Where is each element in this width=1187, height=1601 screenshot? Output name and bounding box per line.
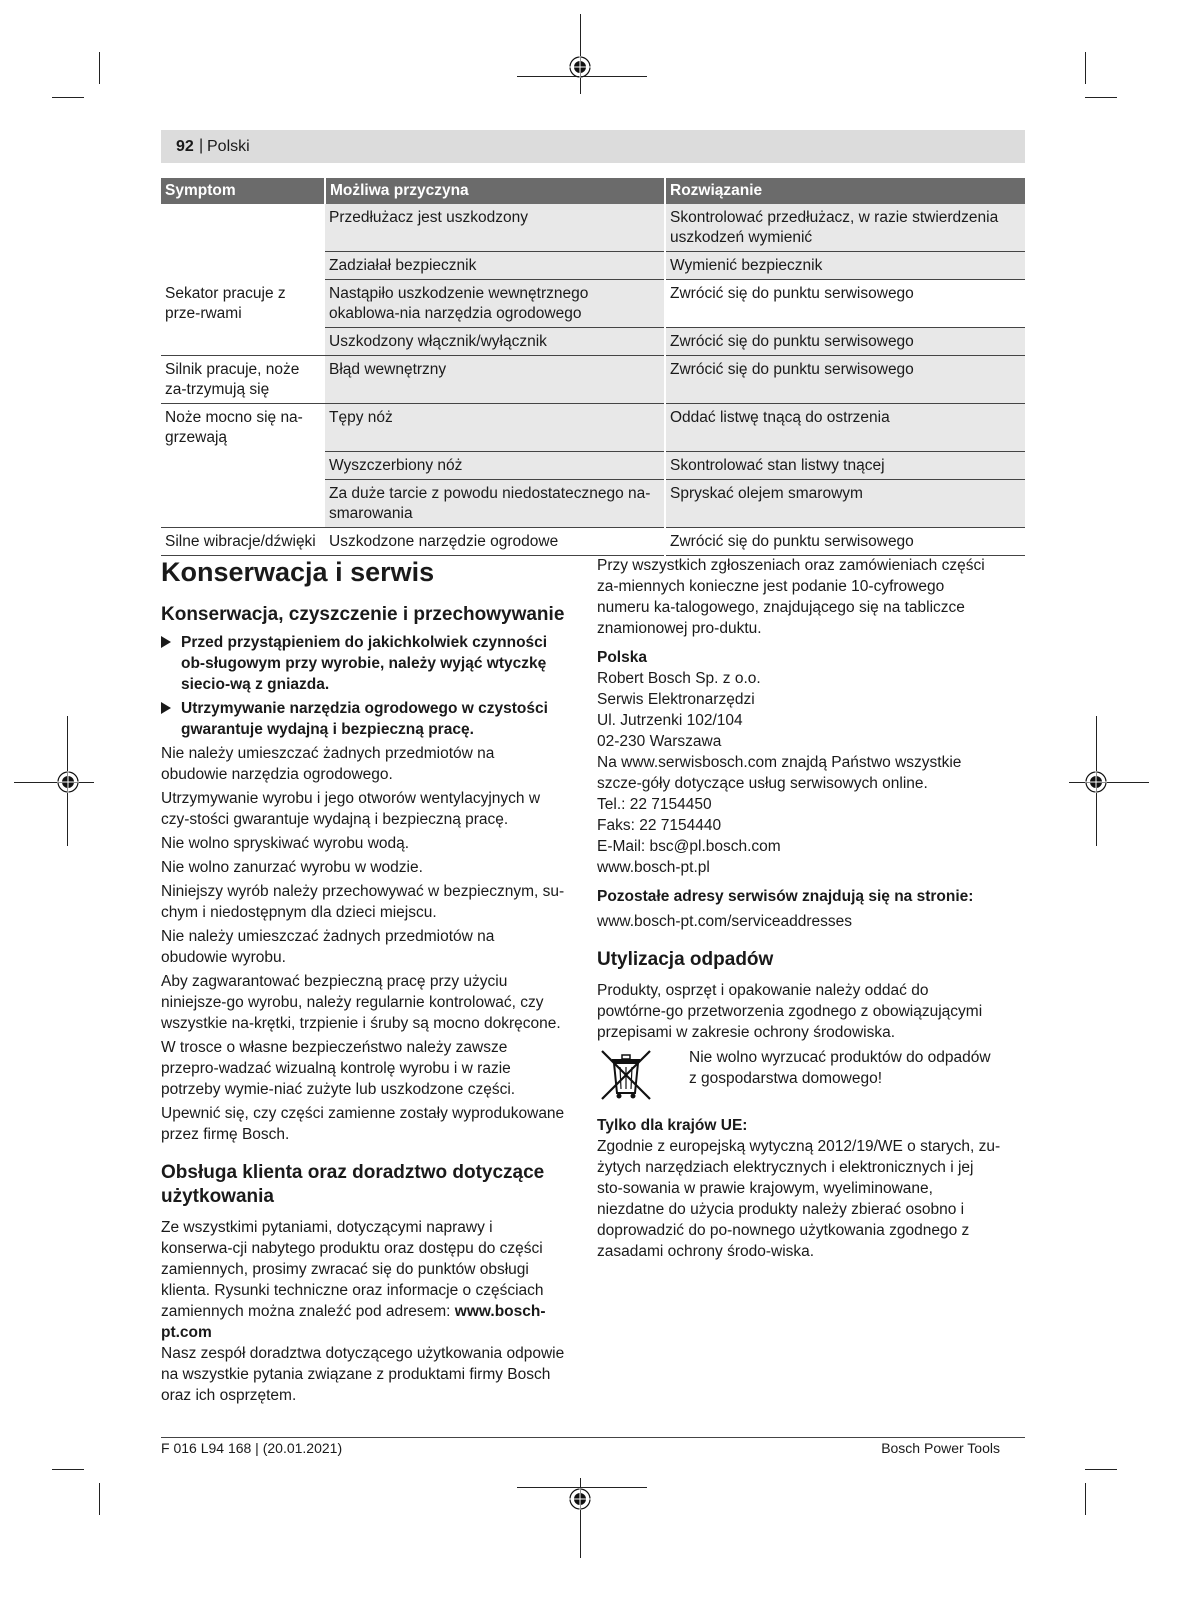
cell-solution: Spryskać olejem smarowym — [665, 479, 1025, 527]
cell-symptom: Sekator pracuje z prze-rwami — [161, 280, 325, 328]
cell-cause: Zadziałał bezpiecznik — [325, 252, 665, 280]
cell-symptom — [161, 204, 325, 252]
cell-cause: Za duże tarcie z powodu niedostatecznego na-smarowania — [325, 479, 665, 527]
cell-solution: Zwrócić się do punktu serwisowego — [665, 280, 1025, 328]
column-header-symptom: Symptom — [161, 178, 325, 204]
table-row — [161, 204, 1025, 252]
footer-left: F 016 L94 168 | (20.01.2021) — [161, 1440, 343, 1456]
registration-mark-icon — [569, 1488, 591, 1510]
right-column — [597, 555, 1001, 1265]
phone: Tel.: 22 7154450 — [597, 796, 712, 813]
crop-mark — [1085, 97, 1117, 98]
email: E-Mail: bsc@pl.bosch.com — [597, 838, 781, 855]
cell-symptom — [161, 451, 325, 479]
warning-bullet — [161, 632, 565, 695]
registration-mark-icon — [569, 56, 591, 78]
table-row — [161, 356, 1025, 404]
bullet-text: Utrzymywanie narzędzia ogrodowego w czystości gwarantuje wydajną i bezpieczną pracę. — [181, 700, 548, 738]
registration-mark-icon — [1085, 771, 1107, 793]
cell-cause: Uszkodzony włącznik/wyłącznik — [325, 328, 665, 356]
paragraph: Przy wszystkich zgłoszeniach oraz zamówieniach części za-miennych konieczne jest podanie 10-cyfrowego numeru ka-talogowego, znajdującego się na tabliczce znamionowej pro-duktu. — [597, 557, 985, 637]
crop-mark — [14, 782, 94, 783]
cell-solution: Oddać listwę tnącą do ostrzenia — [665, 404, 1025, 452]
cell-cause: Nastąpiło uszkodzenie wewnętrznego okablowa-nia narzędzia ogrodowego — [325, 280, 665, 328]
crop-mark — [52, 1469, 84, 1470]
footer-rule — [161, 1437, 1025, 1438]
cell-symptom: Silnik pracuje, noże za-trzymują się — [161, 356, 325, 404]
cell-symptom — [161, 479, 325, 527]
cell-symptom: Noże mocno się na-grzewają — [161, 404, 325, 452]
paragraph: Nie należy umieszczać żadnych przedmiotów na obudowie wyrobu. — [161, 928, 495, 966]
crop-mark — [99, 52, 100, 84]
crop-mark — [52, 97, 84, 98]
cell-solution: Zwrócić się do punktu serwisowego — [665, 356, 1025, 404]
table-row — [161, 479, 1025, 527]
crossed-bin-icon — [598, 1047, 654, 1103]
header-language: Polski — [207, 138, 250, 155]
paragraph: Produkty, osprzęt i opakowanie należy oddać do powtórne-go przetworzenia zgodnego z obowiązującymi przepisami w zakresie ochrony środowiska. — [597, 982, 983, 1041]
address-line: Ul. Jutrzenki 102/104 — [597, 712, 743, 729]
crop-mark — [99, 1483, 100, 1515]
cell-symptom — [161, 328, 325, 356]
warning-bullet — [161, 698, 565, 740]
crop-mark — [580, 14, 581, 94]
footer-right: Bosch Power Tools — [881, 1440, 1000, 1456]
paragraph: Utrzymywanie wyrobu i jego otworów wentylacyjnych w czy-stości gwarantuje wydajną i bezpieczną pracę. — [161, 790, 541, 828]
paragraph: Nie należy umieszczać żadnych przedmiotów na obudowie narzędzia ogrodowego. — [161, 745, 495, 783]
registration-mark-icon — [57, 771, 79, 793]
triangle-bullet-icon — [161, 636, 171, 648]
subsection-title: Konserwacja, czyszczenie i przechowywanie — [161, 604, 565, 625]
table-row — [161, 328, 1025, 356]
paragraph: Nie wolno spryskiwać wyrobu wodą. — [161, 835, 410, 852]
paragraph: Niniejszy wyrób należy przechowywać w bezpiecznym, su-chym i niedostępnym dla dzieci miejscu. — [161, 883, 565, 921]
paragraph: Nasz zespół doradztwa dotyczącego użytkowania odpowie na wszystkie pytania związane z produktami firmy Bosch oraz ich osprzętem. — [161, 1345, 565, 1404]
section-title: Konserwacja i serwis — [161, 557, 435, 587]
subsection-title: Obsługa klienta oraz doradztwo dotyczące użytkowania — [161, 1162, 545, 1207]
website: www.bosch-pt.pl — [597, 859, 710, 876]
fax: Faks: 22 7154440 — [597, 817, 722, 834]
cell-solution: Skontrolować stan listwy tnącej — [665, 451, 1025, 479]
table-row — [161, 451, 1025, 479]
other-addresses-label: Pozostałe adresy serwisów znajdują się na stronie: — [597, 888, 974, 905]
table-row — [161, 252, 1025, 280]
left-column — [161, 555, 565, 1409]
column-header-cause: Możliwa przyczyna — [325, 178, 665, 204]
crop-mark — [1085, 1469, 1117, 1470]
cell-cause: Błąd wewnętrzny — [325, 356, 665, 404]
cell-solution: Zwrócić się do punktu serwisowego — [665, 328, 1025, 356]
address-line: Robert Bosch Sp. z o.o. — [597, 670, 761, 687]
header-separator: | — [199, 137, 204, 154]
other-addresses-url: www.bosch-pt.com/serviceaddresses — [597, 913, 852, 930]
country-heading: Polska — [597, 649, 647, 666]
address-line: Serwis Elektronarzędzi — [597, 691, 755, 708]
cell-cause: Uszkodzone narzędzie ogrodowe — [325, 527, 665, 555]
cell-symptom: Silne wibracje/dźwięki — [161, 527, 325, 555]
triangle-bullet-icon — [161, 702, 171, 714]
eu-label: Tylko dla krajów UE: — [597, 1117, 748, 1134]
subsection-title: Utylizacja odpadów — [597, 949, 774, 970]
paragraph: Aby zagwarantować bezpieczną pracę przy użyciu niniejsze-go wyrobu, należy regularnie kontrolować, czy wszystkie na-krętki, trzpienie i śruby są mocno dokręcone. — [161, 973, 561, 1032]
crop-mark — [1085, 1483, 1086, 1515]
address-line: Na www.serwisbosch.com znajdą Państwo wszystkie szcze-góły dotyczące usług serwisowych online. — [597, 754, 962, 792]
cell-solution: Zwrócić się do punktu serwisowego — [665, 527, 1025, 555]
table-row — [161, 527, 1025, 555]
column-header-solution: Rozwiązanie — [665, 178, 1025, 204]
cell-solution: Skontrolować przedłużacz, w razie stwierdzenia uszkodzeń wymienić — [665, 204, 1025, 252]
paragraph: W trosce o własne bezpieczeństwo należy zawsze przepro-wadzać wizualną kontrolę wyrobu i w razie potrzeby wymie-niać zużyte lub uszkodzone części. — [161, 1039, 516, 1098]
table-header-row — [161, 178, 1025, 204]
paragraph: Zgodnie z europejską wytyczną 2012/19/WE o starych, zu-żytych narzędziach elektrycznych i elektronicznych i jej sto-sowania w prawie krajowym, wyeliminowane, niezdatne do użycia produkty należy zbierać osobno i doprowadzić do po-nownego użytkowania zgodnego z zasadami ochrony środo-wiska. — [597, 1138, 1001, 1260]
cell-cause: Tępy nóż — [325, 404, 665, 452]
bullet-text: Przed przystąpieniem do jakichkolwiek czynności ob-sługowym przy wyrobie, należy wyjąć wtyczkę siecio-wą z gniazda. — [181, 634, 548, 693]
weee-block — [597, 1047, 1001, 1111]
cell-cause: Przedłużacz jest uszkodzony — [325, 204, 665, 252]
paragraph: Nie wolno zanurzać wyrobu w wodzie. — [161, 859, 423, 876]
cell-solution: Wymienić bezpiecznik — [665, 252, 1025, 280]
crop-mark — [1085, 52, 1086, 84]
paragraph-text: Ze wszystkimi pytaniami, dotyczącymi naprawy i konserwa-cji nabytego produktu oraz dostępu do części zamiennych, prosimy zwracać się do punktów obsługi klienta. Rysunki techniczne oraz informacje o częściach zamiennych można znaleźć pod adresem: — [161, 1219, 544, 1320]
page-header — [161, 130, 1025, 163]
crop-mark — [1069, 782, 1149, 783]
cell-symptom — [161, 252, 325, 280]
troubleshooting-table — [161, 178, 1025, 556]
cell-cause: Wyszczerbiony nóż — [325, 451, 665, 479]
table-row — [161, 404, 1025, 452]
service-link[interactable]: www.bosch-pt.com — [161, 1303, 546, 1341]
table-row — [161, 280, 1025, 328]
weee-text: Nie wolno wyrzucać produktów do odpadów z gospodarstwa domowego! — [689, 1049, 991, 1087]
address-line: 02-230 Warszawa — [597, 733, 722, 750]
paragraph — [161, 1217, 565, 1343]
paragraph: Upewnić się, czy części zamienne zostały wyprodukowane przez firmę Bosch. — [161, 1105, 565, 1143]
page-number: 92 — [176, 138, 194, 155]
